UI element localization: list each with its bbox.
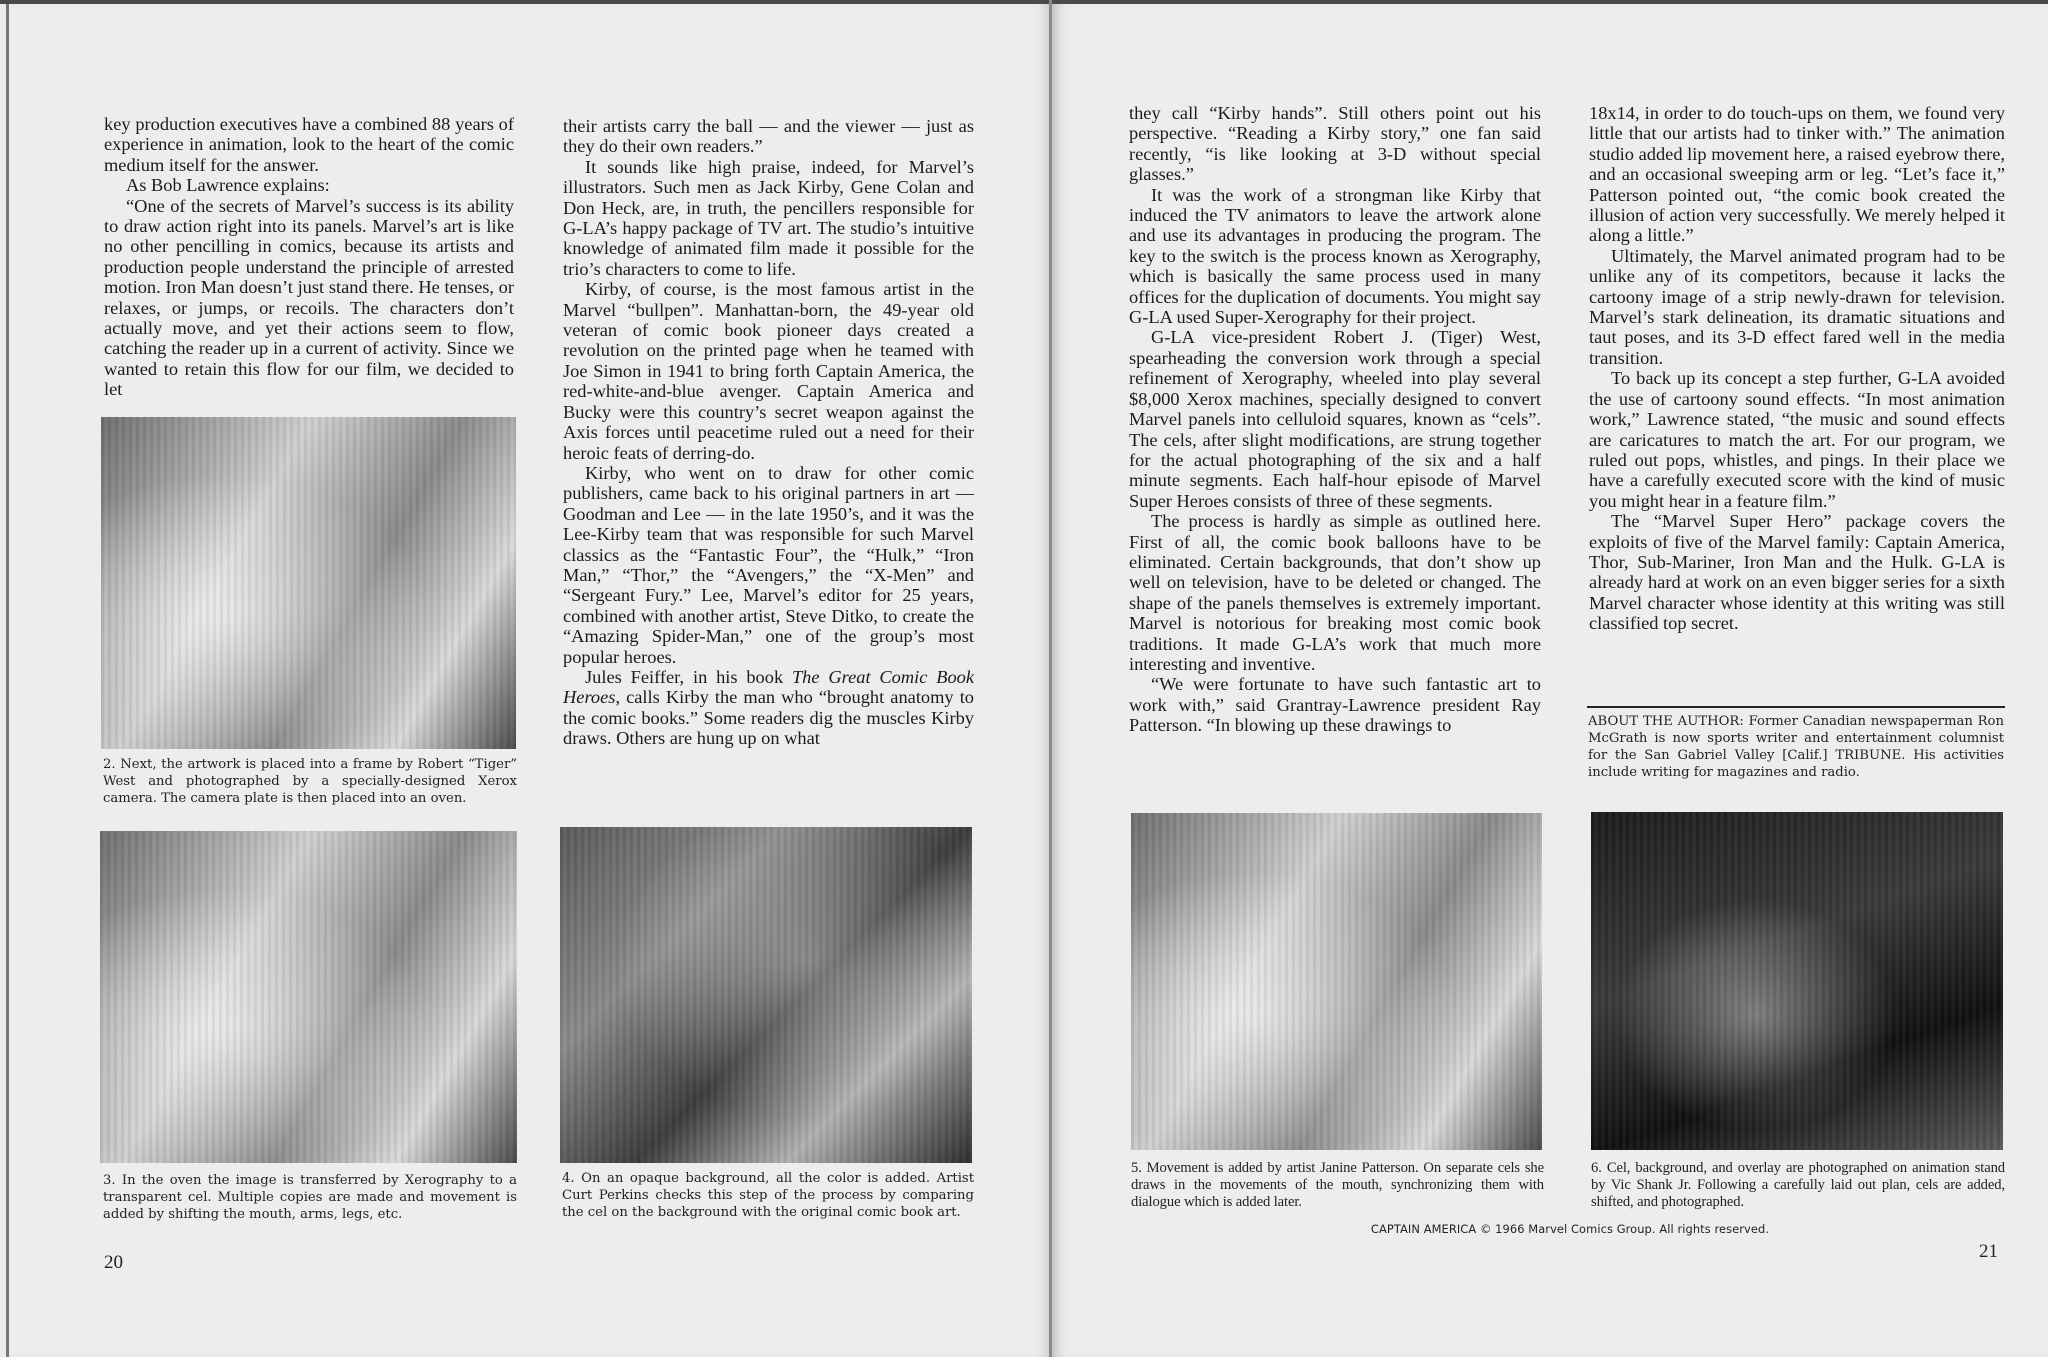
paragraph: their artists carry the ball — and the viewer — just as they do their own readers.” [563,116,974,157]
paragraph: G-LA vice-president Robert J. (Tiger) West, spearheading the conversion work through a special refinement of Xerography, wheeled into play several $8,000 Xerox machines, specially designed to convert Marvel panels into celluloid squares, known as “cels”. The cels, after slight modifications, are strung together for the actual photographing of the six and a half minute segments. Each half-hour episode of Marvel Super Heroes consists of three of these segments. [1129,327,1541,511]
photo-6-caption: 6. Cel, background, and overlay are photographed on animation stand by Vic Shank Jr. Following a carefully laid out plan, cels are added, shifted, and photographed. [1591,1160,2005,1210]
paragraph: Kirby, who went on to draw for other comic publishers, came back to his original partners in art — Goodman and Lee — in the late 1950’s, and it was the Lee-Kirby team that was responsible for such Marvel classics as the “Fantastic Four”, the “Hulk,” “Iron Man,” “Thor,” the “Avengers,” the “X-Men” and “Sergeant Fury.” Lee, Marvel’s editor for 25 years, combined with another artist, Steve Ditko, to create the “Amazing Spider-Man,” one of the group’s most popular heroes. [563,462,974,667]
paragraph: It sounds like high praise, indeed, for Marvel’s illustrators. Such men as Jack Kirby, Gene Colan and Don Heck, are, in truth, the pencillers responsible for G-LA’s happy package of TV art. The studio’s intuitive knowledge of animated film made it possible for the trio’s characters to come to life. [563,156,974,279]
photo-4-caption: 4. On an opaque background, all the color is added. Artist Curt Perkins checks this step of the process by comparing the cel on the background with the original comic book art. [562,1171,974,1220]
photo-4-color-bench [560,827,972,1163]
photo-5-movement-artist [1131,813,1542,1150]
photo-6-animation-stand [1591,812,2003,1150]
paragraph: It was the work of a strongman like Kirby that induced the TV animators to leave the artwork alone and use its advantages in producing the program. The key to the switch is the process known as Xerography, which is basically the same process used in many offices for the duplication of documents. You might say G-LA used Super-Xerography for their project. [1129,184,1541,328]
page-number-right: 21 [1979,1241,1998,1262]
book-title: The Great Comic Book Heroes [563,666,974,708]
paragraph: “We were fortunate to have such fantastic art to work with,” said Grantray-Lawrence president Ray Patterson. “In blowing up these drawings to [1129,674,1541,736]
article-column-3 [1129,103,1541,736]
paragraph: 18x14, in order to do touch-ups on them, we found very little that our artists had to tinker with.” The animation studio added lip movement here, a raised eyebrow there, and an occasional sweeping arm or leg. “Let’s face it,” Patterson pointed out, “the comic book created the illusion of action very successfully. We merely helped it along a little.” [1589,103,2005,246]
paragraph: To back up its concept a step further, G-LA avoided the use of cartoony sound effects. “In most animation work,” Lawrence stated, “the music and sound effects are caricatures to match the art. For our program, we ruled out pops, whistles, and pings. In their place we have a carefully executed score with the kind of music you might hear in a feature film.” [1589,368,2005,511]
paragraph: As Bob Lawrence explains: [126,175,330,196]
paragraph: Jules Feiffer, in his book The Great Comic Book Heroes, calls Kirby the man who “brought anatomy to the comic books.” Some readers dig the muscles Kirby draws. Others are hung up on what [563,666,974,749]
paragraph: “One of the secrets of Marvel’s success is its ability to draw action right into its panels. Marvel’s art is like no other pencilling in comics, because its artists and production people understand the principle of arrested motion. Iron Man doesn’t just stand there. He tenses, or relaxes, or jumps, or recoils. The characters don’t actually move, and yet their actions seem to flow, catching the reader up in a current of activity. Since we wanted to retain this flow for our film, we decided to let [104,195,514,400]
article-column-2 [563,116,974,749]
photo-3-caption: 3. In the oven the image is transferred by Xerography to a transparent cel. Multiple copies are made and movement is added by shifting the mouth, arms, legs, etc. [103,1173,517,1222]
about-the-author: ABOUT THE AUTHOR: Former Canadian newspaperman Ron McGrath is now sports writer and entertainment columnist for the San Gabriel Valley [Calif.] TRIBUNE. His activities include writing for magazines and radio. [1588,714,2004,780]
photo-3-oven-transfer [100,831,517,1163]
paragraph: The process is hardly as simple as outlined here. First of all, the comic book balloons have to be eliminated. Certain backgrounds, that don’t show up well on television, have to be deleted or changed. The shape of the panels themselves is extremely important. Marvel is notorious for breaking most comic book traditions. It made G-LA’s work that much more interesting and inventive. [1129,511,1541,674]
paragraph: they call “Kirby hands”. Still others point out his perspective. “Reading a Kirby story,” one fan said recently, “is like looking at 3-D without special glasses.” [1129,103,1541,185]
photo-2-xerox-camera-frame [101,417,516,749]
article-column-4 [1589,103,2005,634]
paragraph: Ultimately, the Marvel animated program had to be unlike any of its competitors, because it lacks the cartoony image of a strip newly-drawn for television. Marvel’s stark delineation, its dramatic situations and taut poses, and its 3-D effect fared well in the media transition. [1589,245,2005,368]
paragraph: The “Marvel Super Hero” package covers the exploits of five of the Marvel family: Captain America, Thor, Sub-Mariner, Iron Man and the Hulk. G-LA is already hard at work on an even bigger series for a sixth Marvel character whose identity at this writing was still classified top secret. [1589,511,2005,634]
photo-5-caption: 5. Movement is added by artist Janine Patterson. On separate cels she draws in the movements of the mouth, synchronizing them with dialogue which is added later. [1131,1160,1544,1210]
author-divider [1587,706,2005,708]
page-number-left: 20 [104,1252,123,1273]
article-column-1 [104,114,514,400]
paragraph: key production executives have a combined 88 years of experience in animation, look to the heart of the comic medium itself for the answer. [104,114,514,175]
copyright-notice: CAPTAIN AMERICA © 1966 Marvel Comics Group. All rights reserved. [1370,1222,1770,1236]
paragraph: Kirby, of course, is the most famous artist in the Marvel “bullpen”. Manhattan-born, the 49-year old veteran of comic book pioneer days created a revolution on the printed page when he teamed with Joe Simon in 1941 to bring forth Captain America, the red-white-and-blue avenger. Captain America and Bucky were this country’s secret weapon against the Axis forces until peacetime ruled out a need for their heroic feats of derring-do. [563,279,974,463]
photo-2-caption: 2. Next, the artwork is placed into a frame by Robert “Tiger” West and photographed by a specially-designed Xerox camera. The camera plate is then placed into an oven. [103,757,517,806]
